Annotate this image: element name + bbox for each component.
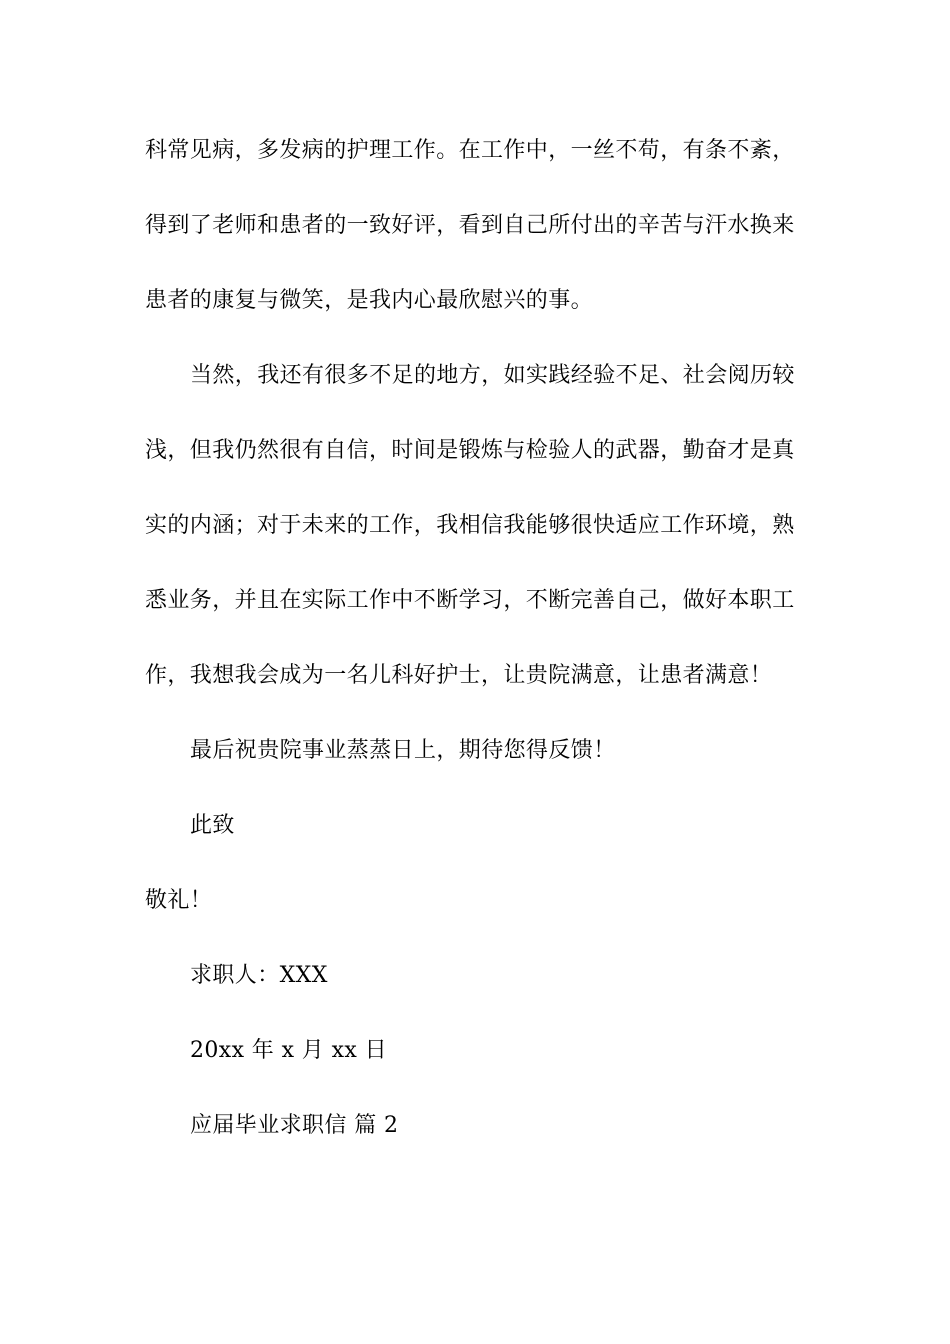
applicant-signature: 求职人：XXX [190, 963, 328, 988]
paragraph-line: 浅，但我仍然很有自信，时间是锻炼与检验人的武器，勤奋才是真 [145, 438, 795, 463]
paragraph-line: 悉业务，并且在实际工作中不断学习，不断完善自己，做好本职工 [145, 588, 795, 613]
regards-line: 敬礼！ [145, 888, 213, 913]
paragraph-line: 科常见病，多发病的护理工作。在工作中，一丝不苟，有条不紊， [145, 138, 795, 163]
date-line: 20xx 年 x 月 xx 日 [190, 1038, 387, 1063]
section-heading: 应届毕业求职信 篇 2 [190, 1113, 399, 1138]
paragraph-line: 实的内涵；对于未来的工作，我相信我能够很快适应工作环境，熟 [145, 513, 795, 538]
paragraph-line: 当然，我还有很多不足的地方，如实践经验不足、社会阅历较 [190, 363, 795, 388]
salutation-line: 此致 [190, 813, 235, 838]
paragraph-line: 作，我想我会成为一名儿科好护士，让贵院满意，让患者满意！ [145, 663, 773, 688]
paragraph-line: 得到了老师和患者的一致好评，看到自己所付出的辛苦与汗水换来 [145, 213, 795, 238]
closing-wish: 最后祝贵院事业蒸蒸日上，期待您得反馈！ [190, 738, 616, 763]
paragraph-line: 患者的康复与微笑，是我内心最欣慰兴的事。 [145, 288, 594, 313]
